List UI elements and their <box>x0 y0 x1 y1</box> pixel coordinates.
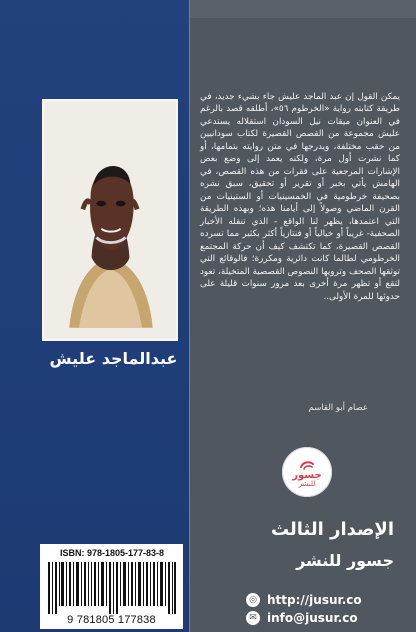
blurb-text: يمكن القول إن عبد الماجد عليش جاء بشيء جديد، في طريقة كتابته رواية «الخرطوم ٥٦»، أطلقه قصد بالرغم في العنوان ميقات نيل السودان استقلاله يستدعي عليش مجموعة من القصص القصيرة لكتاب سودانيين من حقب مختلفة، ويدرجها في متن روايته بتمامها، أو كما نشرت أول مرة، ولكنه يعمد إلى وضع بعض الإشارات المرجعية على فقرات من هذه القصص، في الهامش يأتي بخبر أو تقرير أو تحقيق، سبق نشره بصحيفة خرطومية في الخمسينيات أو الستينيات من القرن الماضي وصولاً إلى أيامنا هذه؛ وبهذه الطريقة التي اعتمدها، يظهر لنا الواقع - الذي تنقله الأخبار الصحفية- غريباً أو خيالياً أو فنتازياً أكثر بكثير مما تسرده القصص القصيرة، كما تكتشف كيف أن حركة المجتمع الخرطومي لطالما كانت دائرية ومكررة؛ فالوقائع التي توثقها الصحف وترويها النصوص القصصية المتخيلة، تعود لتقع أو تظهر مرة أخرى بعد مرور سنوات قليلة على حدوثها للمرة الأولى.. <box>200 92 401 302</box>
release-title: الإصدار الثالث <box>270 519 394 540</box>
spine-fold-line <box>189 0 190 632</box>
barcode-image <box>48 562 176 614</box>
logo-main-text: جسور <box>292 469 322 481</box>
barcode-box <box>40 544 183 629</box>
logo-mark-icon <box>298 458 316 470</box>
barcode-digits: 9 781805 177838 <box>67 614 156 626</box>
blurb-signature: عصام أبو القاسم <box>308 403 368 413</box>
logo-sub-text: للنشر <box>298 479 316 488</box>
mail-icon: ✉ <box>246 611 260 625</box>
website-text: http://jusur.co <box>267 593 362 607</box>
panel-top-band <box>190 0 416 18</box>
email-text: info@jusur.co <box>267 611 358 625</box>
email-contact[interactable] <box>246 611 396 625</box>
publisher-title: جسور للنشر <box>296 551 394 570</box>
publisher-logo <box>282 447 332 497</box>
author-name: عبدالماجد عليش <box>49 349 178 368</box>
website-contact[interactable] <box>246 593 396 607</box>
author-photo <box>42 99 178 341</box>
globe-icon: ◎ <box>246 593 260 607</box>
isbn-label: ISBN: 978-1805-177-83-8 <box>59 548 165 558</box>
